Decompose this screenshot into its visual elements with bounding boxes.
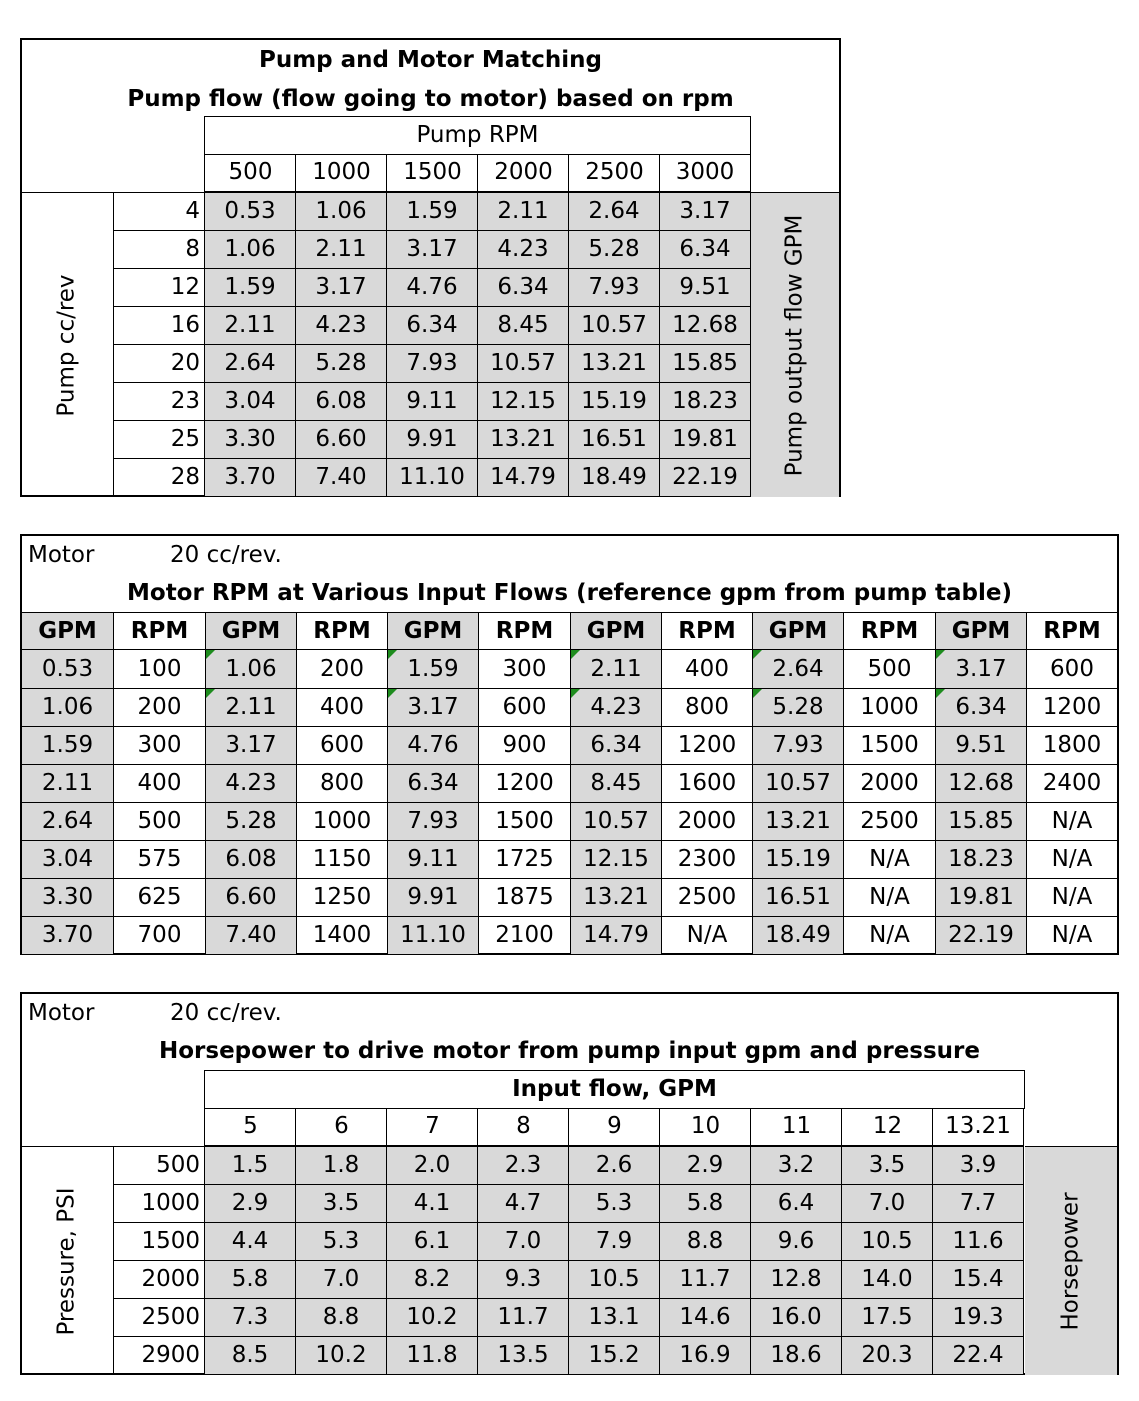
table1-value-cell: 12.68: [660, 306, 751, 344]
table1-value-cell: 6.60: [296, 420, 387, 458]
table2-rpm-cell: 500: [843, 650, 935, 688]
table3-value-cell: 10.2: [296, 1336, 387, 1374]
table2-motor-label: Motor: [28, 541, 95, 568]
comment-flag-icon: [206, 650, 215, 659]
table2-gpm-cell: 7.93: [387, 802, 478, 840]
table3-value-cell: 2.0: [387, 1146, 478, 1184]
table3-value-cell: 7.0: [478, 1222, 569, 1260]
table1-value-cell: 1.59: [387, 192, 478, 230]
table1-value-cell: 0.53: [205, 192, 296, 230]
table2-gpm-cell: 7.93: [752, 726, 843, 764]
table3-value-cell: 4.7: [478, 1184, 569, 1222]
table2-rpm-cell: 1500: [478, 802, 570, 840]
table3-column-header: 9: [568, 1108, 660, 1146]
table2-gpm-cell: 6.34: [387, 764, 478, 802]
horsepower-table: [20, 992, 1119, 1375]
table3-value-cell: 22.4: [933, 1336, 1024, 1374]
table3-value-cell: 11.6: [933, 1222, 1024, 1260]
table2-rpm-cell: N/A: [843, 840, 935, 878]
table2-rpm-cell: 1200: [478, 764, 570, 802]
table2-rpm-cell: 2500: [661, 878, 752, 916]
table2-gpm-cell: 4.23: [205, 764, 296, 802]
table2-rpm-cell: 575: [113, 840, 205, 878]
table1-value-cell: 3.04: [205, 382, 296, 420]
table3-motor-label: Motor: [28, 999, 95, 1026]
table1-value-cell: 10.57: [478, 344, 569, 382]
table3-row-label: 1500: [114, 1222, 205, 1260]
table3-value-cell: 8.8: [296, 1298, 387, 1336]
table1-value-cell: 5.28: [296, 344, 387, 382]
table1-col-group-label: Pump RPM: [204, 116, 751, 155]
table2-gpm-cell: 9.11: [387, 840, 478, 878]
table2-rpm-cell: N/A: [1026, 840, 1117, 878]
pump-matching-table: [20, 38, 841, 497]
table2-header-gpm: GPM: [935, 612, 1026, 650]
table1-subtitle: Pump flow (flow going to motor) based on rpm: [127, 85, 734, 112]
table2-rpm-cell: 2400: [1026, 764, 1117, 802]
table1-value-cell: 6.34: [387, 306, 478, 344]
table2-gpm-cell: 0.53: [22, 650, 113, 688]
table2-rpm-cell: 1400: [296, 916, 387, 954]
comment-flag-icon: [571, 689, 580, 698]
table3-value-cell: 9.3: [478, 1260, 569, 1298]
table3-value-cell: 20.3: [842, 1336, 933, 1374]
table3-value-cell: 14.6: [660, 1298, 751, 1336]
table3-row-label: 1000: [114, 1184, 205, 1222]
table1-value-cell: 1.06: [296, 192, 387, 230]
table1-row-axis-label: Pump cc/rev: [54, 273, 80, 417]
table3-value-cell: 10.2: [387, 1298, 478, 1336]
table3-value-cell: 3.5: [842, 1146, 933, 1184]
table2-gpm-cell: 1.06: [22, 688, 113, 726]
table3-value-cell: 8.2: [387, 1260, 478, 1298]
table2-motor-value: 20 cc/rev.: [170, 541, 282, 568]
table2-gpm-cell: 4.76: [387, 726, 478, 764]
table2-rpm-cell: 2000: [843, 764, 935, 802]
table2-gpm-cell: 18.23: [935, 840, 1026, 878]
table3-value-cell: 7.0: [296, 1260, 387, 1298]
table2-gpm-cell: 15.19: [752, 840, 843, 878]
table1-side-label: Pump output flow GPM: [781, 214, 808, 476]
table2-rpm-cell: N/A: [1026, 802, 1117, 840]
table1-value-cell: 13.21: [569, 344, 660, 382]
table1-value-cell: 14.79: [478, 458, 569, 496]
table2-rpm-cell: 2500: [843, 802, 935, 840]
table2-gpm-cell: 3.17: [387, 688, 478, 726]
table3-value-cell: 19.3: [933, 1298, 1024, 1336]
table2-header-gpm: GPM: [752, 612, 843, 650]
table1-value-cell: 10.57: [569, 306, 660, 344]
table3-row-axis-label: Pressure, PSI: [54, 1186, 80, 1336]
table2-rpm-cell: 800: [296, 764, 387, 802]
table3-value-cell: 14.0: [842, 1260, 933, 1298]
table1-value-cell: 6.08: [296, 382, 387, 420]
table1-value-cell: 6.34: [478, 268, 569, 306]
table3-value-cell: 5.3: [569, 1184, 660, 1222]
table3-row-label: 2500: [114, 1298, 205, 1336]
table3-column-header: 5: [204, 1108, 296, 1146]
table2-header-rpm: RPM: [478, 612, 570, 650]
table1-value-cell: 2.11: [296, 230, 387, 268]
table2-title: Motor RPM at Various Input Flows (reference gpm from pump table): [127, 579, 1012, 606]
table3-column-header: 12: [841, 1108, 933, 1146]
table2-header-gpm: GPM: [205, 612, 296, 650]
table1-value-cell: 7.40: [296, 458, 387, 496]
table3-value-cell: 9.6: [751, 1222, 842, 1260]
table3-side-cell: [1025, 1146, 1117, 1375]
table1-value-cell: 2.11: [205, 306, 296, 344]
table2-gpm-cell: 1.59: [22, 726, 113, 764]
table3-value-cell: 2.9: [205, 1184, 296, 1222]
table2-rpm-cell: 1600: [661, 764, 752, 802]
table1-value-cell: 8.45: [478, 306, 569, 344]
table3-value-cell: 10.5: [569, 1260, 660, 1298]
table2-gpm-cell: 2.11: [205, 688, 296, 726]
table1-value-cell: 13.21: [478, 420, 569, 458]
table2-gpm-cell: 5.28: [205, 802, 296, 840]
table3-value-cell: 7.3: [205, 1298, 296, 1336]
table3-row-axis-cell: [22, 1146, 114, 1375]
table3-column-header: 6: [295, 1108, 387, 1146]
table2-rpm-cell: 300: [478, 650, 570, 688]
table1-value-cell: 4.23: [478, 230, 569, 268]
table3-value-cell: 3.2: [751, 1146, 842, 1184]
table2-gpm-cell: 1.06: [205, 650, 296, 688]
table1-column-header: 2000: [477, 154, 569, 192]
table1-value-cell: 3.30: [205, 420, 296, 458]
table3-title: Horsepower to drive motor from pump input gpm and pressure: [158, 1037, 980, 1064]
table2-rpm-cell: 2000: [661, 802, 752, 840]
table2-rpm-cell: 2100: [478, 916, 570, 954]
table1-value-cell: 15.19: [569, 382, 660, 420]
table1-value-cell: 3.17: [660, 192, 751, 230]
table1-value-cell: 7.93: [569, 268, 660, 306]
table2-rpm-cell: 1250: [296, 878, 387, 916]
table2-gpm-cell: 18.49: [752, 916, 843, 954]
table1-row-label: 20: [114, 344, 205, 382]
table3-col-group-label: Input flow, GPM: [204, 1070, 1025, 1109]
table3-column-header: 13.21: [932, 1108, 1024, 1146]
comment-flag-icon: [571, 650, 580, 659]
table2-gpm-cell: 2.11: [22, 764, 113, 802]
table2-rpm-cell: 500: [113, 802, 205, 840]
table1-row-label: 25: [114, 420, 205, 458]
table1-value-cell: 4.76: [387, 268, 478, 306]
table1-row-label: 4: [114, 192, 205, 230]
table2-gpm-cell: 12.68: [935, 764, 1026, 802]
table3-value-cell: 11.7: [660, 1260, 751, 1298]
table1-value-cell: 16.51: [569, 420, 660, 458]
table2-header-rpm: RPM: [113, 612, 205, 650]
table2-rpm-cell: 1875: [478, 878, 570, 916]
table1-value-cell: 19.81: [660, 420, 751, 458]
table1-value-cell: 3.17: [296, 268, 387, 306]
table2-rpm-cell: N/A: [843, 916, 935, 954]
table1-value-cell: 18.49: [569, 458, 660, 496]
table1-value-cell: 1.06: [205, 230, 296, 268]
table2-header-gpm: GPM: [387, 612, 478, 650]
table2-gpm-cell: 5.28: [752, 688, 843, 726]
table1-row-axis-cell: [22, 192, 114, 497]
table3-side-label: Horsepower: [1057, 1191, 1084, 1331]
table2-rpm-cell: N/A: [1026, 878, 1117, 916]
table3-value-cell: 11.7: [478, 1298, 569, 1336]
table1-side-cell: [751, 192, 839, 497]
table2-gpm-cell: 8.45: [570, 764, 661, 802]
table2-rpm-cell: 1000: [843, 688, 935, 726]
table2-gpm-cell: 2.11: [570, 650, 661, 688]
table2-gpm-cell: 6.34: [935, 688, 1026, 726]
table2-gpm-cell: 6.60: [205, 878, 296, 916]
table3-value-cell: 13.5: [478, 1336, 569, 1374]
table1-value-cell: 9.51: [660, 268, 751, 306]
table2-rpm-cell: 1500: [843, 726, 935, 764]
table2-rpm-cell: N/A: [843, 878, 935, 916]
table2-gpm-cell: 3.30: [22, 878, 113, 916]
table2-gpm-cell: 3.04: [22, 840, 113, 878]
table3-row-label: 2900: [114, 1336, 205, 1374]
table2-gpm-cell: 9.91: [387, 878, 478, 916]
table1-value-cell: 2.64: [205, 344, 296, 382]
table2-header-gpm: GPM: [22, 612, 113, 650]
table3-value-cell: 15.4: [933, 1260, 1024, 1298]
table3-motor-value: 20 cc/rev.: [170, 999, 282, 1026]
table2-gpm-cell: 16.51: [752, 878, 843, 916]
table3-value-cell: 11.8: [387, 1336, 478, 1374]
table1-row-label: 8: [114, 230, 205, 268]
table2-rpm-cell: 600: [1026, 650, 1117, 688]
table3-value-cell: 8.8: [660, 1222, 751, 1260]
table1-value-cell: 1.59: [205, 268, 296, 306]
table1-value-cell: 12.15: [478, 382, 569, 420]
table2-gpm-cell: 10.57: [752, 764, 843, 802]
table1-column-header: 2500: [568, 154, 660, 192]
table2-gpm-cell: 19.81: [935, 878, 1026, 916]
table3-value-cell: 5.3: [296, 1222, 387, 1260]
table3-value-cell: 8.5: [205, 1336, 296, 1374]
table2-gpm-cell: 13.21: [570, 878, 661, 916]
table2-rpm-cell: 400: [296, 688, 387, 726]
table2-rpm-cell: 600: [478, 688, 570, 726]
table3-value-cell: 16.0: [751, 1298, 842, 1336]
table3-value-cell: 18.6: [751, 1336, 842, 1374]
table3-value-cell: 7.9: [569, 1222, 660, 1260]
table3-column-header: 11: [750, 1108, 842, 1146]
table3-value-cell: 13.1: [569, 1298, 660, 1336]
table3-value-cell: 1.8: [296, 1146, 387, 1184]
table2-gpm-cell: 9.51: [935, 726, 1026, 764]
table3-value-cell: 3.9: [933, 1146, 1024, 1184]
table2-gpm-cell: 6.34: [570, 726, 661, 764]
comment-flag-icon: [206, 689, 215, 698]
table1-title: Pump and Motor Matching: [258, 46, 602, 73]
table1-value-cell: 18.23: [660, 382, 751, 420]
table1-row-label: 23: [114, 382, 205, 420]
table2-rpm-cell: 200: [113, 688, 205, 726]
comment-flag-icon: [936, 689, 945, 698]
table2-rpm-cell: 1800: [1026, 726, 1117, 764]
table3-value-cell: 2.3: [478, 1146, 569, 1184]
table1-value-cell: 11.10: [387, 458, 478, 496]
table2-rpm-cell: 1725: [478, 840, 570, 878]
table2-header-rpm: RPM: [843, 612, 935, 650]
table2-rpm-cell: 1000: [296, 802, 387, 840]
table1-column-header: 1500: [386, 154, 478, 192]
table2-gpm-cell: 14.79: [570, 916, 661, 954]
comment-flag-icon: [388, 689, 397, 698]
table2-rpm-cell: 700: [113, 916, 205, 954]
table1-row-label: 12: [114, 268, 205, 306]
motor-rpm-table: [20, 534, 1119, 955]
table2-gpm-cell: 11.10: [387, 916, 478, 954]
table3-value-cell: 2.6: [569, 1146, 660, 1184]
table3-value-cell: 3.5: [296, 1184, 387, 1222]
table1-value-cell: 4.23: [296, 306, 387, 344]
table1-value-cell: 6.34: [660, 230, 751, 268]
table1-value-cell: 22.19: [660, 458, 751, 496]
table2-gpm-cell: 2.64: [752, 650, 843, 688]
table2-header-gpm: GPM: [570, 612, 661, 650]
table3-value-cell: 10.5: [842, 1222, 933, 1260]
table2-rpm-cell: 1150: [296, 840, 387, 878]
table2-header-rpm: RPM: [1026, 612, 1117, 650]
table2-rpm-cell: 1200: [661, 726, 752, 764]
table1-column-header: 500: [204, 154, 296, 192]
table3-value-cell: 5.8: [660, 1184, 751, 1222]
table3-value-cell: 4.4: [205, 1222, 296, 1260]
table2-header-rpm: RPM: [661, 612, 752, 650]
comment-flag-icon: [753, 689, 762, 698]
comment-flag-icon: [388, 650, 397, 659]
comment-flag-icon: [753, 650, 762, 659]
table2-rpm-cell: 900: [478, 726, 570, 764]
table2-rpm-cell: 2300: [661, 840, 752, 878]
table2-gpm-cell: 22.19: [935, 916, 1026, 954]
table3-value-cell: 12.8: [751, 1260, 842, 1298]
table1-column-header: 1000: [295, 154, 387, 192]
table2-rpm-cell: N/A: [661, 916, 752, 954]
table2-rpm-cell: 600: [296, 726, 387, 764]
table3-value-cell: 5.8: [205, 1260, 296, 1298]
table2-gpm-cell: 7.40: [205, 916, 296, 954]
table3-value-cell: 7.7: [933, 1184, 1024, 1222]
table1-row-label: 16: [114, 306, 205, 344]
table2-rpm-cell: 200: [296, 650, 387, 688]
table1-value-cell: 9.91: [387, 420, 478, 458]
table3-value-cell: 1.5: [205, 1146, 296, 1184]
table3-value-cell: 2.9: [660, 1146, 751, 1184]
table1-value-cell: 2.11: [478, 192, 569, 230]
table2-gpm-cell: 3.17: [205, 726, 296, 764]
table2-rpm-cell: 100: [113, 650, 205, 688]
comment-flag-icon: [936, 650, 945, 659]
table2-gpm-cell: 15.85: [935, 802, 1026, 840]
table2-rpm-cell: 400: [113, 764, 205, 802]
table1-value-cell: 5.28: [569, 230, 660, 268]
table3-row-label: 2000: [114, 1260, 205, 1298]
table3-row-label: 500: [114, 1146, 205, 1184]
table2-gpm-cell: 4.23: [570, 688, 661, 726]
table3-value-cell: 16.9: [660, 1336, 751, 1374]
table2-gpm-cell: 6.08: [205, 840, 296, 878]
table1-row-label: 28: [114, 458, 205, 496]
table2-gpm-cell: 13.21: [752, 802, 843, 840]
table2-rpm-cell: 300: [113, 726, 205, 764]
table2-gpm-cell: 3.70: [22, 916, 113, 954]
table1-column-header: 3000: [659, 154, 751, 192]
table2-rpm-cell: N/A: [1026, 916, 1117, 954]
table1-value-cell: 9.11: [387, 382, 478, 420]
table3-column-header: 7: [386, 1108, 478, 1146]
table3-value-cell: 6.4: [751, 1184, 842, 1222]
table2-rpm-cell: 1200: [1026, 688, 1117, 726]
table3-value-cell: 6.1: [387, 1222, 478, 1260]
table2-gpm-cell: 1.59: [387, 650, 478, 688]
table2-gpm-cell: 3.17: [935, 650, 1026, 688]
table3-column-header: 8: [477, 1108, 569, 1146]
table2-header-rpm: RPM: [296, 612, 387, 650]
table3-value-cell: 4.1: [387, 1184, 478, 1222]
table1-value-cell: 3.17: [387, 230, 478, 268]
table2-rpm-cell: 400: [661, 650, 752, 688]
table1-value-cell: 3.70: [205, 458, 296, 496]
table2-rpm-cell: 800: [661, 688, 752, 726]
table2-gpm-cell: 12.15: [570, 840, 661, 878]
table2-gpm-cell: 2.64: [22, 802, 113, 840]
table3-value-cell: 7.0: [842, 1184, 933, 1222]
table1-value-cell: 2.64: [569, 192, 660, 230]
table2-gpm-cell: 10.57: [570, 802, 661, 840]
table3-value-cell: 15.2: [569, 1336, 660, 1374]
table1-value-cell: 15.85: [660, 344, 751, 382]
table3-column-header: 10: [659, 1108, 751, 1146]
table2-rpm-cell: 625: [113, 878, 205, 916]
table1-value-cell: 7.93: [387, 344, 478, 382]
table3-value-cell: 17.5: [842, 1298, 933, 1336]
